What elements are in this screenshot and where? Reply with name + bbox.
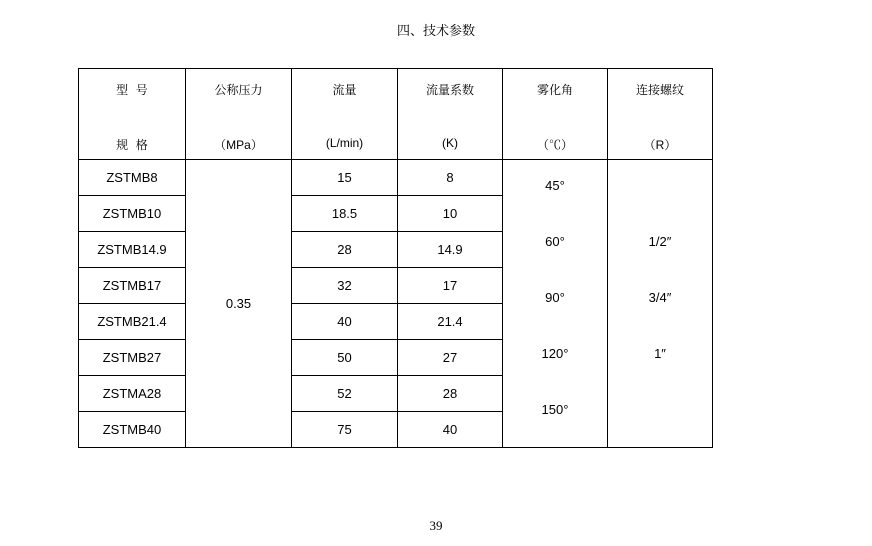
header-bottom-label: （℃） xyxy=(536,138,573,152)
header-top-label: 雾化角 xyxy=(536,83,573,97)
model-cell: ZSTMB14.9 xyxy=(79,232,186,268)
k-cell: 28 xyxy=(398,376,503,412)
angle-value: 90° xyxy=(545,289,565,305)
angle-list xyxy=(503,164,607,444)
thread-value: 3/4″ xyxy=(648,289,672,305)
pressure-cell: 0.35 xyxy=(186,160,292,448)
model-cell: ZSTMB40 xyxy=(79,412,186,448)
header-bottom-label: 规 格 xyxy=(116,138,148,152)
header-top-label: 公称压力 xyxy=(214,83,263,97)
header-bottom-label: (L/min) xyxy=(325,136,364,150)
flow-cell: 40 xyxy=(292,304,398,340)
model-cell: ZSTMA28 xyxy=(79,376,186,412)
flow-cell: 15 xyxy=(292,160,398,196)
header-top-label: 流量 xyxy=(332,83,357,97)
thread-value: 1/2″ xyxy=(648,233,672,249)
model-cell: ZSTMB21.4 xyxy=(79,304,186,340)
angle-value: 120° xyxy=(541,345,569,361)
angle-cell xyxy=(503,160,608,448)
k-cell: 8 xyxy=(398,160,503,196)
header-top-label: 型 号 xyxy=(116,83,148,97)
model-cell: ZSTMB17 xyxy=(79,268,186,304)
k-cell: 27 xyxy=(398,340,503,376)
header-cell-thread xyxy=(608,69,713,160)
k-cell: 40 xyxy=(398,412,503,448)
flow-cell: 32 xyxy=(292,268,398,304)
flow-cell: 75 xyxy=(292,412,398,448)
section-title: 四、技术参数 xyxy=(396,24,475,39)
table-header-row xyxy=(79,69,713,160)
header-cell-k xyxy=(398,69,503,160)
table-row xyxy=(79,160,713,196)
k-cell: 14.9 xyxy=(398,232,503,268)
header-bottom-label: (K) xyxy=(442,136,458,150)
header-top-label: 连接螺纹 xyxy=(635,83,684,97)
angle-value: 60° xyxy=(545,233,565,249)
header-cell-pressure xyxy=(186,69,292,160)
thread-list xyxy=(608,164,712,444)
k-cell: 17 xyxy=(398,268,503,304)
k-cell: 10 xyxy=(398,196,503,232)
angle-value: 45° xyxy=(545,177,565,193)
thread-value: 1″ xyxy=(654,345,666,361)
page-number: 39 xyxy=(429,518,443,533)
model-cell: ZSTMB27 xyxy=(79,340,186,376)
flow-cell: 50 xyxy=(292,340,398,376)
angle-value: 150° xyxy=(541,401,569,417)
thread-cell xyxy=(608,160,713,448)
model-cell: ZSTMB8 xyxy=(79,160,186,196)
header-bottom-label: （MPa） xyxy=(214,138,263,152)
flow-cell: 18.5 xyxy=(292,196,398,232)
k-cell: 21.4 xyxy=(398,304,503,340)
flow-cell: 52 xyxy=(292,376,398,412)
header-cell-flow xyxy=(292,69,398,160)
spec-table xyxy=(78,68,713,448)
model-cell: ZSTMB10 xyxy=(79,196,186,232)
header-cell-model xyxy=(79,69,186,160)
header-top-label: 流量系数 xyxy=(425,83,474,97)
header-bottom-label: （R） xyxy=(643,138,677,152)
flow-cell: 28 xyxy=(292,232,398,268)
header-cell-angle xyxy=(503,69,608,160)
